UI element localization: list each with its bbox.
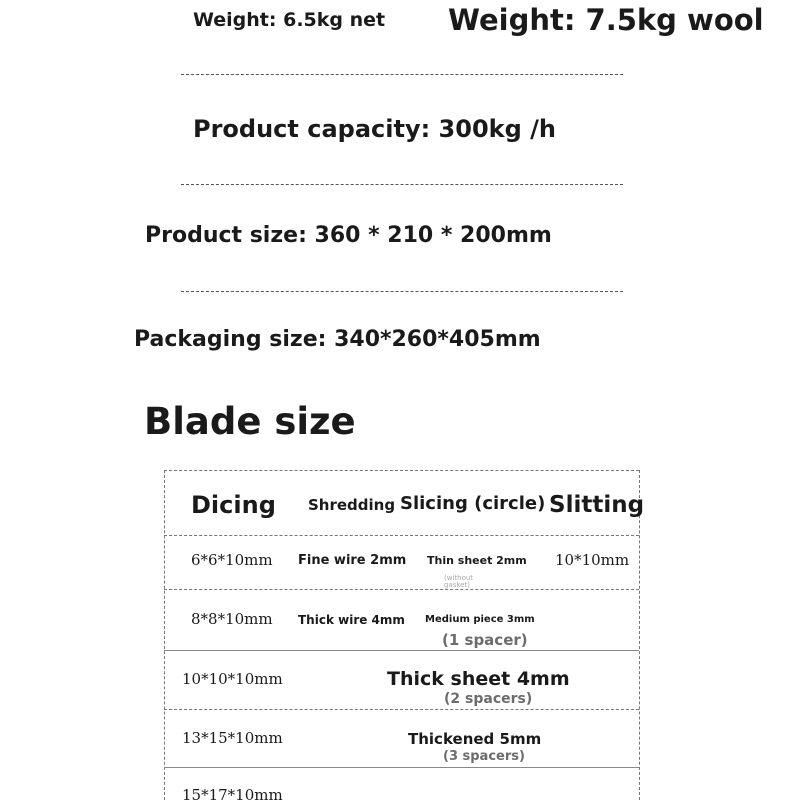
cell-merged: Thick sheet 4mm (387, 668, 570, 690)
table-row-divider (164, 767, 639, 768)
header-slitting: Slitting (549, 492, 645, 518)
weight-net: Weight: 6.5kg net (193, 9, 386, 31)
separator (181, 291, 623, 292)
header-dicing: Dicing (191, 491, 276, 519)
cell-slicing: Thin sheet 2mm (427, 554, 527, 567)
table-row-divider (164, 709, 639, 710)
table-row-divider (164, 589, 639, 590)
weight-wool: Weight: 7.5kg wool (448, 3, 764, 37)
cell-dicing: 6*6*10mm (191, 551, 273, 569)
packaging-size: Packaging size: 340*260*405mm (134, 327, 541, 352)
header-slicing: Slicing (circle) (400, 493, 546, 514)
product-capacity: Product capacity: 300kg /h (193, 115, 556, 143)
table-border-top (164, 470, 639, 471)
cell-dicing: 10*10*10mm (182, 670, 283, 688)
cell-slitting: 10*10mm (555, 551, 630, 569)
spacer-note: (2 spacers) (444, 691, 533, 707)
product-size: Product size: 360 * 210 * 200mm (145, 223, 552, 248)
cell-merged: Thickened 5mm (408, 730, 542, 748)
spacer-note: (3 spacers) (443, 749, 525, 764)
table-row-divider (164, 650, 639, 651)
table-row-divider (164, 535, 639, 536)
faint-note: (without gasket) (444, 574, 474, 589)
table-border-right (639, 470, 640, 800)
blade-size-title: Blade size (144, 400, 356, 443)
cell-dicing: 13*15*10mm (182, 729, 283, 747)
cell-shredding: Fine wire 2mm (298, 553, 407, 568)
spacer-note: (1 spacer) (442, 631, 528, 649)
header-shredding: Shredding (308, 496, 396, 514)
cell-shredding: Thick wire 4mm (298, 613, 405, 627)
separator (181, 74, 623, 75)
separator (181, 184, 623, 185)
cell-slicing: Medium piece 3mm (425, 614, 535, 625)
cell-dicing: 15*17*10mm (182, 786, 283, 804)
table-border-left (164, 470, 165, 800)
cell-dicing: 8*8*10mm (191, 610, 273, 628)
